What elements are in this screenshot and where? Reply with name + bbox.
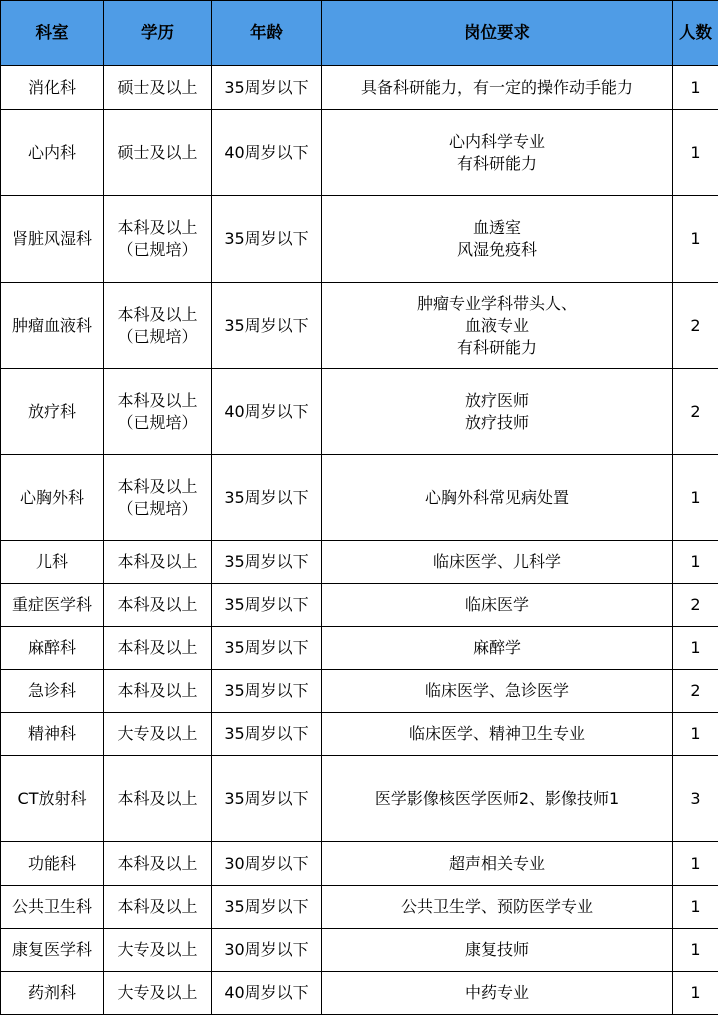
requirement-cell-line: 临床医学 <box>324 594 670 616</box>
table-row <box>1 584 718 627</box>
requirement-cell <box>322 110 673 196</box>
education-cell-line: 本科及以上 <box>106 304 209 326</box>
education-cell-line: （已规培） <box>106 239 209 261</box>
requirement-cell <box>322 713 673 756</box>
requirement-cell-line: 临床医学、儿科学 <box>324 551 670 573</box>
count-cell: 1 <box>673 196 718 283</box>
count-cell: 1 <box>673 541 718 584</box>
count-cell: 2 <box>673 369 718 455</box>
education-cell <box>104 886 212 929</box>
requirement-cell-line: 麻醉学 <box>324 637 670 659</box>
age-cell: 35周岁以下 <box>212 455 322 541</box>
requirement-cell-line: 血透室 <box>324 217 670 239</box>
dept-cell: 放疗科 <box>1 369 104 455</box>
education-cell <box>104 756 212 842</box>
header-dept: 科室 <box>1 1 104 66</box>
dept-cell: 公共卫生科 <box>1 886 104 929</box>
requirement-cell-line: 公共卫生学、预防医学专业 <box>324 896 670 918</box>
table-body <box>1 66 718 1015</box>
age-cell: 35周岁以下 <box>212 66 322 110</box>
requirement-cell-line: 有科研能力 <box>324 153 670 175</box>
age-cell: 40周岁以下 <box>212 972 322 1015</box>
requirement-cell-line: 有科研能力 <box>324 337 670 359</box>
education-cell-line: 本科及以上 <box>106 594 209 616</box>
requirement-cell <box>322 929 673 972</box>
dept-cell: 儿科 <box>1 541 104 584</box>
requirement-cell <box>322 584 673 627</box>
count-cell: 1 <box>673 713 718 756</box>
education-cell <box>104 369 212 455</box>
requirement-cell <box>322 369 673 455</box>
dept-cell: 重症医学科 <box>1 584 104 627</box>
education-cell <box>104 66 212 110</box>
dept-cell: 消化科 <box>1 66 104 110</box>
education-cell-line: 大专及以上 <box>106 982 209 1004</box>
requirement-cell-line: 临床医学、急诊医学 <box>324 680 670 702</box>
requirement-cell <box>322 541 673 584</box>
count-cell: 1 <box>673 110 718 196</box>
requirement-cell <box>322 627 673 670</box>
education-cell <box>104 627 212 670</box>
age-cell: 35周岁以下 <box>212 670 322 713</box>
age-cell: 35周岁以下 <box>212 713 322 756</box>
education-cell-line: （已规培） <box>106 412 209 434</box>
education-cell-line: 本科及以上 <box>106 853 209 875</box>
requirement-cell-line: 放疗医师 <box>324 390 670 412</box>
header-requirement: 岗位要求 <box>322 1 673 66</box>
age-cell: 40周岁以下 <box>212 110 322 196</box>
count-cell: 3 <box>673 756 718 842</box>
table-row <box>1 627 718 670</box>
requirement-cell <box>322 196 673 283</box>
age-cell: 35周岁以下 <box>212 584 322 627</box>
table-row <box>1 842 718 886</box>
requirement-cell-line: 康复技师 <box>324 939 670 961</box>
education-cell-line: 本科及以上 <box>106 390 209 412</box>
count-cell: 1 <box>673 842 718 886</box>
dept-cell: CT放射科 <box>1 756 104 842</box>
requirement-cell <box>322 842 673 886</box>
age-cell: 35周岁以下 <box>212 886 322 929</box>
dept-cell: 精神科 <box>1 713 104 756</box>
requirement-cell-line: 风湿免疫科 <box>324 239 670 261</box>
dept-cell: 肾脏风湿科 <box>1 196 104 283</box>
dept-cell: 麻醉科 <box>1 627 104 670</box>
table-row <box>1 670 718 713</box>
age-cell: 35周岁以下 <box>212 627 322 670</box>
count-cell: 1 <box>673 972 718 1015</box>
dept-cell: 急诊科 <box>1 670 104 713</box>
requirement-cell <box>322 455 673 541</box>
education-cell-line: 本科及以上 <box>106 217 209 239</box>
requirement-cell <box>322 972 673 1015</box>
requirement-cell-line: 肿瘤专业学科带头人、 <box>324 293 670 315</box>
age-cell: 35周岁以下 <box>212 196 322 283</box>
dept-cell: 药剂科 <box>1 972 104 1015</box>
count-cell: 2 <box>673 670 718 713</box>
education-cell <box>104 929 212 972</box>
table-header <box>1 1 718 66</box>
table-row <box>1 369 718 455</box>
requirement-cell <box>322 670 673 713</box>
requirement-cell-line: 心内科学专业 <box>324 131 670 153</box>
education-cell-line: 本科及以上 <box>106 551 209 573</box>
table-row <box>1 756 718 842</box>
requirement-cell <box>322 66 673 110</box>
education-cell <box>104 842 212 886</box>
age-cell: 35周岁以下 <box>212 541 322 584</box>
education-cell <box>104 541 212 584</box>
age-cell: 35周岁以下 <box>212 283 322 369</box>
requirement-cell-line: 放疗技师 <box>324 412 670 434</box>
dept-cell: 功能科 <box>1 842 104 886</box>
table-row <box>1 929 718 972</box>
requirement-cell <box>322 756 673 842</box>
table-row <box>1 541 718 584</box>
table-row <box>1 66 718 110</box>
requirement-cell-line: 超声相关专业 <box>324 853 670 875</box>
header-row <box>1 1 718 66</box>
education-cell <box>104 713 212 756</box>
table-row <box>1 110 718 196</box>
dept-cell: 康复医学科 <box>1 929 104 972</box>
count-cell: 1 <box>673 66 718 110</box>
requirement-cell-line: 中药专业 <box>324 982 670 1004</box>
requirement-cell <box>322 886 673 929</box>
education-cell <box>104 196 212 283</box>
age-cell: 40周岁以下 <box>212 369 322 455</box>
table-row <box>1 283 718 369</box>
header-education: 学历 <box>104 1 212 66</box>
education-cell-line: 本科及以上 <box>106 476 209 498</box>
count-cell: 1 <box>673 886 718 929</box>
count-cell: 2 <box>673 283 718 369</box>
age-cell: 30周岁以下 <box>212 842 322 886</box>
education-cell-line: 硕士及以上 <box>106 142 209 164</box>
count-cell: 1 <box>673 929 718 972</box>
requirement-cell-line: 具备科研能力，有一定的操作动手能力 <box>324 77 670 99</box>
requirement-cell-line: 医学影像核医学医师2、影像技师1 <box>324 788 670 810</box>
education-cell <box>104 972 212 1015</box>
dept-cell: 心胸外科 <box>1 455 104 541</box>
table-row <box>1 886 718 929</box>
header-age: 年龄 <box>212 1 322 66</box>
table-row <box>1 972 718 1015</box>
requirement-cell <box>322 283 673 369</box>
table-row <box>1 713 718 756</box>
dept-cell: 肿瘤血液科 <box>1 283 104 369</box>
education-cell <box>104 283 212 369</box>
education-cell <box>104 584 212 627</box>
age-cell: 35周岁以下 <box>212 756 322 842</box>
education-cell-line: 本科及以上 <box>106 788 209 810</box>
requirement-cell-line: 临床医学、精神卫生专业 <box>324 723 670 745</box>
count-cell: 2 <box>673 584 718 627</box>
education-cell-line: 本科及以上 <box>106 896 209 918</box>
education-cell <box>104 670 212 713</box>
education-cell-line: （已规培） <box>106 498 209 520</box>
education-cell-line: 本科及以上 <box>106 680 209 702</box>
education-cell-line: 硕士及以上 <box>106 77 209 99</box>
education-cell <box>104 110 212 196</box>
education-cell-line: （已规培） <box>106 326 209 348</box>
education-cell <box>104 455 212 541</box>
age-cell: 30周岁以下 <box>212 929 322 972</box>
table-row <box>1 196 718 283</box>
count-cell: 1 <box>673 455 718 541</box>
dept-cell: 心内科 <box>1 110 104 196</box>
requirement-cell-line: 心胸外科常见病处置 <box>324 487 670 509</box>
header-count: 人数 <box>673 1 718 66</box>
education-cell-line: 大专及以上 <box>106 723 209 745</box>
education-cell-line: 本科及以上 <box>106 637 209 659</box>
requirement-cell-line: 血液专业 <box>324 315 670 337</box>
count-cell: 1 <box>673 627 718 670</box>
table-row <box>1 455 718 541</box>
education-cell-line: 大专及以上 <box>106 939 209 961</box>
